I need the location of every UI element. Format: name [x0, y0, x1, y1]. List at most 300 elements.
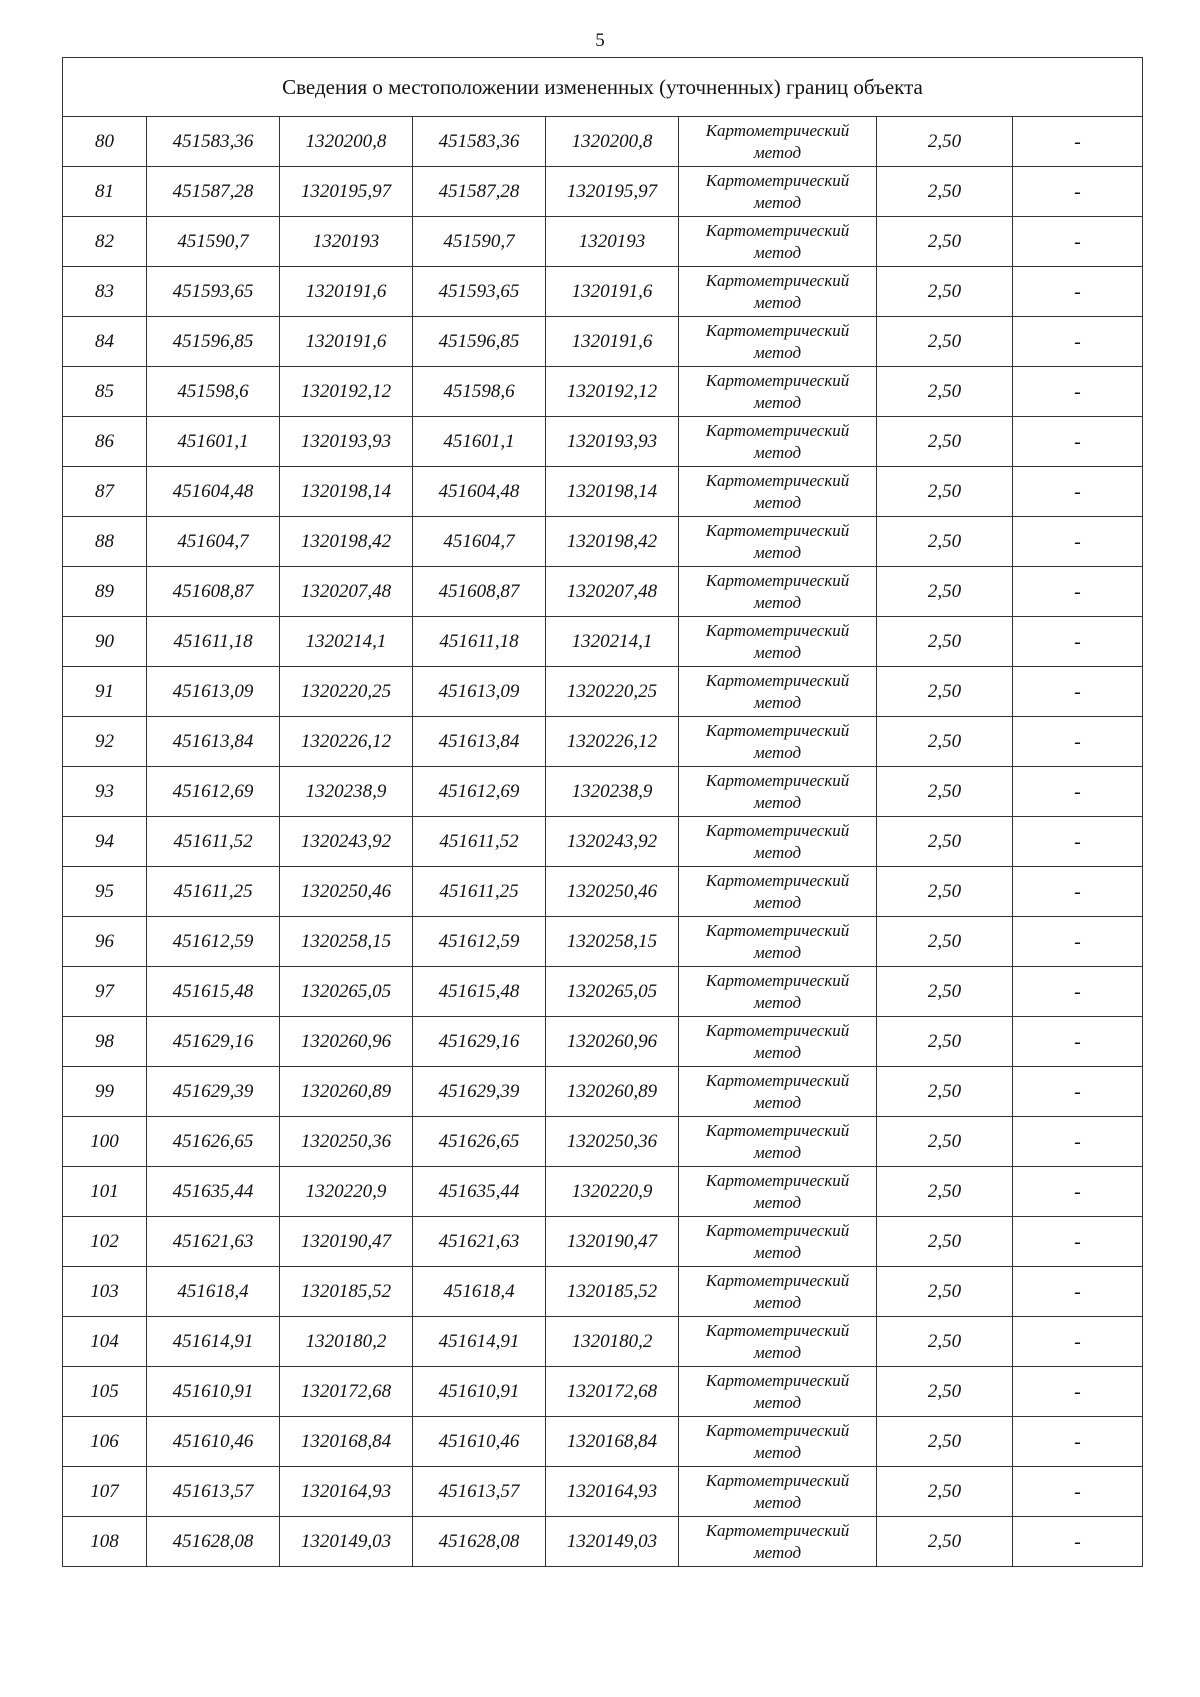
point-number-cell: 80	[63, 117, 147, 167]
y-existing-cell: 1320243,92	[280, 817, 413, 867]
method-cell	[679, 1167, 877, 1217]
precision-cell: 2,50	[877, 467, 1013, 517]
method-cell	[679, 967, 877, 1017]
method-cell	[679, 217, 877, 267]
description-cell: -	[1013, 1117, 1143, 1167]
method-line-2: метод	[753, 1442, 802, 1462]
precision-cell: 2,50	[877, 217, 1013, 267]
precision-cell: 2,50	[877, 617, 1013, 667]
method-line-1: Картометрический	[705, 570, 850, 590]
y-existing-cell: 1320172,68	[280, 1367, 413, 1417]
table-row	[63, 1067, 1143, 1117]
y-new-cell: 1320258,15	[546, 917, 679, 967]
precision-cell: 2,50	[877, 1367, 1013, 1417]
y-new-cell: 1320164,93	[546, 1467, 679, 1517]
method-line-2: метод	[753, 1242, 802, 1262]
method-cell	[679, 1417, 877, 1467]
method-line-1: Картометрический	[705, 1520, 850, 1540]
y-existing-cell: 1320265,05	[280, 967, 413, 1017]
point-number-cell: 102	[63, 1217, 147, 1267]
description-cell: -	[1013, 367, 1143, 417]
method-line-1: Картометрический	[705, 520, 850, 540]
precision-cell: 2,50	[877, 1517, 1013, 1567]
x-new-cell: 451604,48	[413, 467, 546, 517]
boundary-coordinates-table	[62, 57, 1143, 1567]
description-cell: -	[1013, 1167, 1143, 1217]
x-existing-cell: 451587,28	[147, 167, 280, 217]
method-line-1: Картометрический	[705, 970, 850, 990]
point-number-cell: 82	[63, 217, 147, 267]
y-new-cell: 1320265,05	[546, 967, 679, 1017]
x-existing-cell: 451598,6	[147, 367, 280, 417]
y-existing-cell: 1320226,12	[280, 717, 413, 767]
y-new-cell: 1320185,52	[546, 1267, 679, 1317]
point-number-cell: 100	[63, 1117, 147, 1167]
y-new-cell: 1320238,9	[546, 767, 679, 817]
table-row	[63, 917, 1143, 967]
description-cell: -	[1013, 467, 1143, 517]
x-new-cell: 451612,69	[413, 767, 546, 817]
point-number-cell: 92	[63, 717, 147, 767]
y-new-cell: 1320250,46	[546, 867, 679, 917]
method-cell	[679, 717, 877, 767]
y-existing-cell: 1320164,93	[280, 1467, 413, 1517]
x-new-cell: 451611,18	[413, 617, 546, 667]
x-new-cell: 451596,85	[413, 317, 546, 367]
precision-cell: 2,50	[877, 767, 1013, 817]
x-existing-cell: 451590,7	[147, 217, 280, 267]
x-existing-cell: 451613,84	[147, 717, 280, 767]
y-new-cell: 1320198,14	[546, 467, 679, 517]
table-row	[63, 567, 1143, 617]
point-number-cell: 95	[63, 867, 147, 917]
method-cell	[679, 267, 877, 317]
description-cell: -	[1013, 1367, 1143, 1417]
method-line-2: метод	[753, 1192, 802, 1212]
precision-cell: 2,50	[877, 517, 1013, 567]
x-new-cell: 451613,57	[413, 1467, 546, 1517]
point-number-cell: 104	[63, 1317, 147, 1367]
precision-cell: 2,50	[877, 317, 1013, 367]
method-cell	[679, 867, 877, 917]
y-new-cell: 1320172,68	[546, 1367, 679, 1417]
table-row	[63, 817, 1143, 867]
method-line-1: Картометрический	[705, 1270, 850, 1290]
y-existing-cell: 1320198,42	[280, 517, 413, 567]
description-cell: -	[1013, 917, 1143, 967]
method-line-2: метод	[753, 542, 802, 562]
description-cell: -	[1013, 417, 1143, 467]
precision-cell: 2,50	[877, 717, 1013, 767]
method-cell	[679, 1517, 877, 1567]
y-new-cell: 1320192,12	[546, 367, 679, 417]
x-existing-cell: 451615,48	[147, 967, 280, 1017]
method-line-1: Картометрический	[705, 1070, 850, 1090]
page-number: 5	[595, 30, 605, 51]
description-cell: -	[1013, 1067, 1143, 1117]
method-cell	[679, 367, 877, 417]
method-line-1: Картометрический	[705, 120, 850, 140]
method-line-1: Картометрический	[705, 320, 850, 340]
point-number-cell: 88	[63, 517, 147, 567]
method-line-2: метод	[753, 1542, 802, 1562]
description-cell: -	[1013, 1467, 1143, 1517]
y-existing-cell: 1320149,03	[280, 1517, 413, 1567]
y-existing-cell: 1320180,2	[280, 1317, 413, 1367]
method-cell	[679, 1117, 877, 1167]
x-new-cell: 451618,4	[413, 1267, 546, 1317]
method-line-1: Картометрический	[705, 1470, 850, 1490]
method-line-1: Картометрический	[705, 370, 850, 390]
point-number-cell: 87	[63, 467, 147, 517]
x-existing-cell: 451596,85	[147, 317, 280, 367]
point-number-cell: 106	[63, 1417, 147, 1467]
table-row	[63, 267, 1143, 317]
x-new-cell: 451635,44	[413, 1167, 546, 1217]
point-number-cell: 91	[63, 667, 147, 717]
table-header-row	[63, 58, 1143, 117]
description-cell: -	[1013, 1517, 1143, 1567]
x-new-cell: 451604,7	[413, 517, 546, 567]
method-line-2: метод	[753, 1092, 802, 1112]
method-line-1: Картометрический	[705, 1120, 850, 1140]
y-new-cell: 1320191,6	[546, 267, 679, 317]
x-existing-cell: 451614,91	[147, 1317, 280, 1367]
description-cell: -	[1013, 967, 1143, 1017]
x-existing-cell: 451618,4	[147, 1267, 280, 1317]
method-line-1: Картометрический	[705, 870, 850, 890]
method-cell	[679, 517, 877, 567]
precision-cell: 2,50	[877, 1167, 1013, 1217]
method-line-2: метод	[753, 142, 802, 162]
table-row	[63, 1467, 1143, 1517]
y-existing-cell: 1320200,8	[280, 117, 413, 167]
x-existing-cell: 451611,25	[147, 867, 280, 917]
x-new-cell: 451614,91	[413, 1317, 546, 1367]
y-existing-cell: 1320250,36	[280, 1117, 413, 1167]
table-row	[63, 1367, 1143, 1417]
x-new-cell: 451608,87	[413, 567, 546, 617]
table-row	[63, 167, 1143, 217]
x-existing-cell: 451601,1	[147, 417, 280, 467]
x-new-cell: 451629,39	[413, 1067, 546, 1117]
y-new-cell: 1320168,84	[546, 1417, 679, 1467]
x-existing-cell: 451613,09	[147, 667, 280, 717]
method-cell	[679, 1217, 877, 1267]
x-new-cell: 451593,65	[413, 267, 546, 317]
method-line-1: Картометрический	[705, 1370, 850, 1390]
x-new-cell: 451610,91	[413, 1367, 546, 1417]
precision-cell: 2,50	[877, 1267, 1013, 1317]
description-cell: -	[1013, 117, 1143, 167]
table-row	[63, 667, 1143, 717]
table-row	[63, 1017, 1143, 1067]
y-existing-cell: 1320198,14	[280, 467, 413, 517]
method-line-1: Картометрический	[705, 220, 850, 240]
x-existing-cell: 451628,08	[147, 1517, 280, 1567]
method-cell	[679, 467, 877, 517]
point-number-cell: 101	[63, 1167, 147, 1217]
method-line-1: Картометрический	[705, 620, 850, 640]
point-number-cell: 89	[63, 567, 147, 617]
method-cell	[679, 1267, 877, 1317]
table-row	[63, 767, 1143, 817]
method-cell	[679, 767, 877, 817]
precision-cell: 2,50	[877, 917, 1013, 967]
method-cell	[679, 567, 877, 617]
method-cell	[679, 1017, 877, 1067]
x-new-cell: 451621,63	[413, 1217, 546, 1267]
method-line-2: метод	[753, 742, 802, 762]
x-existing-cell: 451611,52	[147, 817, 280, 867]
method-cell	[679, 667, 877, 717]
table-row	[63, 1117, 1143, 1167]
point-number-cell: 98	[63, 1017, 147, 1067]
point-number-cell: 85	[63, 367, 147, 417]
x-existing-cell: 451583,36	[147, 117, 280, 167]
method-cell	[679, 167, 877, 217]
y-existing-cell: 1320192,12	[280, 367, 413, 417]
x-new-cell: 451613,84	[413, 717, 546, 767]
method-line-1: Картометрический	[705, 670, 850, 690]
method-line-2: метод	[753, 392, 802, 412]
method-line-2: метод	[753, 442, 802, 462]
y-existing-cell: 1320250,46	[280, 867, 413, 917]
method-cell	[679, 1467, 877, 1517]
method-line-1: Картометрический	[705, 1220, 850, 1240]
method-line-1: Картометрический	[705, 920, 850, 940]
y-existing-cell: 1320190,47	[280, 1217, 413, 1267]
method-line-1: Картометрический	[705, 470, 850, 490]
y-existing-cell: 1320191,6	[280, 317, 413, 367]
method-line-2: метод	[753, 842, 802, 862]
x-existing-cell: 451604,7	[147, 517, 280, 567]
precision-cell: 2,50	[877, 417, 1013, 467]
x-existing-cell: 451612,69	[147, 767, 280, 817]
method-line-1: Картометрический	[705, 270, 850, 290]
y-new-cell: 1320226,12	[546, 717, 679, 767]
method-cell	[679, 617, 877, 667]
method-line-1: Картометрический	[705, 820, 850, 840]
x-new-cell: 451583,36	[413, 117, 546, 167]
method-line-2: метод	[753, 1292, 802, 1312]
x-existing-cell: 451613,57	[147, 1467, 280, 1517]
y-new-cell: 1320193,93	[546, 417, 679, 467]
table-body	[63, 58, 1143, 1567]
method-line-2: метод	[753, 692, 802, 712]
y-new-cell: 1320207,48	[546, 567, 679, 617]
table-row	[63, 217, 1143, 267]
table-row	[63, 317, 1143, 367]
table-row	[63, 1317, 1143, 1367]
x-new-cell: 451598,6	[413, 367, 546, 417]
precision-cell: 2,50	[877, 967, 1013, 1017]
y-new-cell: 1320243,92	[546, 817, 679, 867]
method-cell	[679, 817, 877, 867]
method-line-2: метод	[753, 1492, 802, 1512]
method-line-2: метод	[753, 492, 802, 512]
table-row	[63, 1167, 1143, 1217]
method-cell	[679, 417, 877, 467]
description-cell: -	[1013, 817, 1143, 867]
y-existing-cell: 1320193,93	[280, 417, 413, 467]
point-number-cell: 105	[63, 1367, 147, 1417]
precision-cell: 2,50	[877, 567, 1013, 617]
method-cell	[679, 1067, 877, 1117]
precision-cell: 2,50	[877, 1417, 1013, 1467]
method-line-2: метод	[753, 1042, 802, 1062]
method-line-1: Картометрический	[705, 1320, 850, 1340]
x-new-cell: 451611,25	[413, 867, 546, 917]
x-new-cell: 451611,52	[413, 817, 546, 867]
method-line-1: Картометрический	[705, 1170, 850, 1190]
method-line-1: Картометрический	[705, 770, 850, 790]
y-existing-cell: 1320207,48	[280, 567, 413, 617]
y-existing-cell: 1320260,96	[280, 1017, 413, 1067]
precision-cell: 2,50	[877, 1317, 1013, 1367]
x-existing-cell: 451611,18	[147, 617, 280, 667]
point-number-cell: 108	[63, 1517, 147, 1567]
description-cell: -	[1013, 1017, 1143, 1067]
y-new-cell: 1320250,36	[546, 1117, 679, 1167]
y-new-cell: 1320200,8	[546, 117, 679, 167]
point-number-cell: 90	[63, 617, 147, 667]
table-row	[63, 117, 1143, 167]
y-existing-cell: 1320258,15	[280, 917, 413, 967]
method-line-2: метод	[753, 1142, 802, 1162]
method-line-2: метод	[753, 592, 802, 612]
y-existing-cell: 1320193	[280, 217, 413, 267]
method-line-2: метод	[753, 942, 802, 962]
method-line-1: Картометрический	[705, 720, 850, 740]
method-cell	[679, 1367, 877, 1417]
x-new-cell: 451610,46	[413, 1417, 546, 1467]
x-existing-cell: 451635,44	[147, 1167, 280, 1217]
method-line-2: метод	[753, 642, 802, 662]
description-cell: -	[1013, 567, 1143, 617]
x-existing-cell: 451608,87	[147, 567, 280, 617]
table-title: Сведения о местоположении измененных (уточненных) границ объекта	[63, 58, 1143, 117]
description-cell: -	[1013, 317, 1143, 367]
description-cell: -	[1013, 1317, 1143, 1367]
method-line-2: метод	[753, 892, 802, 912]
method-line-1: Картометрический	[705, 420, 850, 440]
table-row	[63, 1517, 1143, 1567]
method-cell	[679, 317, 877, 367]
x-existing-cell: 451629,39	[147, 1067, 280, 1117]
description-cell: -	[1013, 867, 1143, 917]
precision-cell: 2,50	[877, 1217, 1013, 1267]
x-new-cell: 451601,1	[413, 417, 546, 467]
table-row	[63, 1417, 1143, 1467]
x-existing-cell: 451626,65	[147, 1117, 280, 1167]
method-line-2: метод	[753, 292, 802, 312]
point-number-cell: 97	[63, 967, 147, 1017]
description-cell: -	[1013, 667, 1143, 717]
table-row	[63, 617, 1143, 667]
precision-cell: 2,50	[877, 817, 1013, 867]
method-cell	[679, 1317, 877, 1367]
table-row	[63, 867, 1143, 917]
y-new-cell: 1320190,47	[546, 1217, 679, 1267]
description-cell: -	[1013, 617, 1143, 667]
y-new-cell: 1320260,89	[546, 1067, 679, 1117]
x-new-cell: 451590,7	[413, 217, 546, 267]
table-row	[63, 717, 1143, 767]
point-number-cell: 83	[63, 267, 147, 317]
point-number-cell: 103	[63, 1267, 147, 1317]
point-number-cell: 99	[63, 1067, 147, 1117]
x-new-cell: 451612,59	[413, 917, 546, 967]
y-existing-cell: 1320168,84	[280, 1417, 413, 1467]
method-line-2: метод	[753, 792, 802, 812]
precision-cell: 2,50	[877, 667, 1013, 717]
precision-cell: 2,50	[877, 367, 1013, 417]
method-cell	[679, 117, 877, 167]
method-line-2: метод	[753, 1342, 802, 1362]
method-cell	[679, 917, 877, 967]
table-row	[63, 417, 1143, 467]
y-new-cell: 1320260,96	[546, 1017, 679, 1067]
y-new-cell: 1320214,1	[546, 617, 679, 667]
y-new-cell: 1320198,42	[546, 517, 679, 567]
point-number-cell: 107	[63, 1467, 147, 1517]
y-existing-cell: 1320238,9	[280, 767, 413, 817]
description-cell: -	[1013, 217, 1143, 267]
table-row	[63, 1217, 1143, 1267]
y-existing-cell: 1320185,52	[280, 1267, 413, 1317]
x-new-cell: 451613,09	[413, 667, 546, 717]
method-line-1: Картометрический	[705, 170, 850, 190]
table-row	[63, 1267, 1143, 1317]
x-new-cell: 451626,65	[413, 1117, 546, 1167]
x-new-cell: 451629,16	[413, 1017, 546, 1067]
point-number-cell: 94	[63, 817, 147, 867]
x-new-cell: 451628,08	[413, 1517, 546, 1567]
description-cell: -	[1013, 717, 1143, 767]
x-existing-cell: 451621,63	[147, 1217, 280, 1267]
precision-cell: 2,50	[877, 1117, 1013, 1167]
x-existing-cell: 451612,59	[147, 917, 280, 967]
x-existing-cell: 451604,48	[147, 467, 280, 517]
x-new-cell: 451615,48	[413, 967, 546, 1017]
precision-cell: 2,50	[877, 117, 1013, 167]
precision-cell: 2,50	[877, 1067, 1013, 1117]
y-new-cell: 1320193	[546, 217, 679, 267]
method-line-2: метод	[753, 1392, 802, 1412]
description-cell: -	[1013, 1267, 1143, 1317]
table-row	[63, 367, 1143, 417]
y-existing-cell: 1320220,9	[280, 1167, 413, 1217]
method-line-1: Картометрический	[705, 1420, 850, 1440]
y-new-cell: 1320195,97	[546, 167, 679, 217]
x-existing-cell: 451593,65	[147, 267, 280, 317]
y-new-cell: 1320180,2	[546, 1317, 679, 1367]
y-new-cell: 1320220,25	[546, 667, 679, 717]
method-line-2: метод	[753, 992, 802, 1012]
method-line-1: Картометрический	[705, 1020, 850, 1040]
precision-cell: 2,50	[877, 267, 1013, 317]
x-existing-cell: 451610,91	[147, 1367, 280, 1417]
precision-cell: 2,50	[877, 1017, 1013, 1067]
description-cell: -	[1013, 267, 1143, 317]
description-cell: -	[1013, 517, 1143, 567]
y-new-cell: 1320149,03	[546, 1517, 679, 1567]
x-existing-cell: 451629,16	[147, 1017, 280, 1067]
y-existing-cell: 1320195,97	[280, 167, 413, 217]
table-row	[63, 467, 1143, 517]
method-line-2: метод	[753, 342, 802, 362]
